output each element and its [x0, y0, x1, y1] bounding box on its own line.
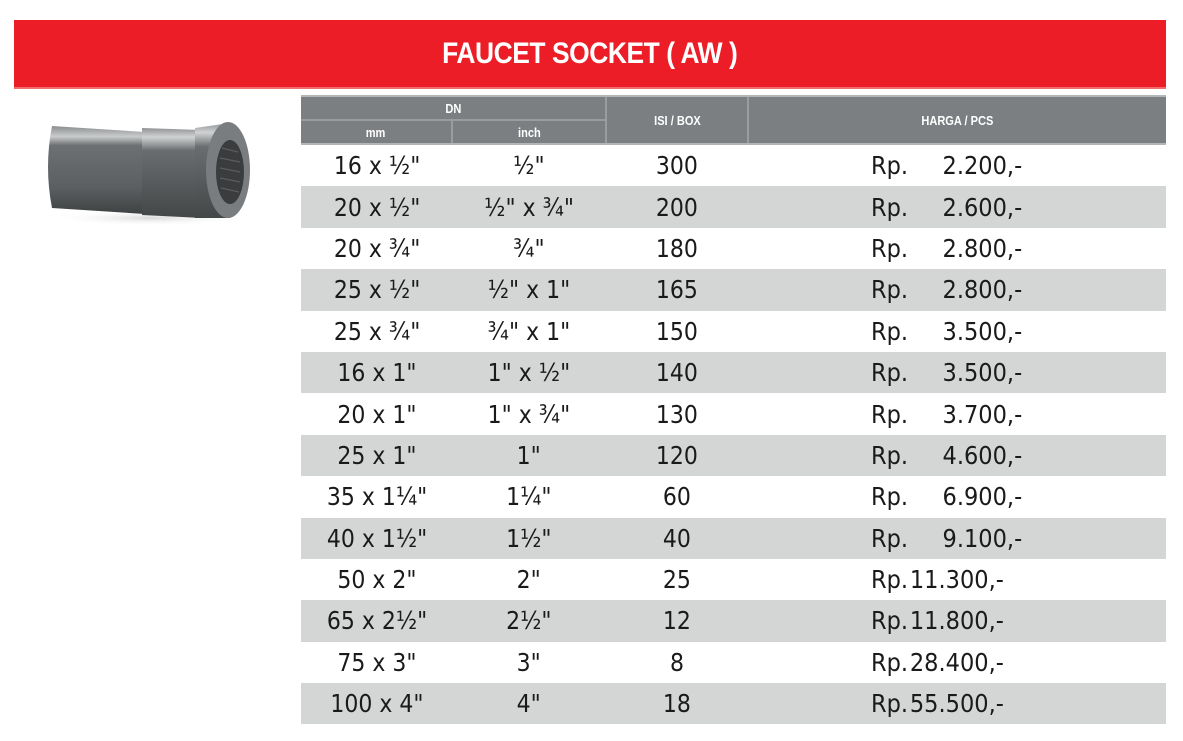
table-row: [301, 518, 1166, 559]
cell-isi: 180: [656, 233, 698, 263]
cell-price: Rp. 11.800,-: [871, 606, 1004, 636]
cell-price: Rp. 3.500,-: [871, 316, 1023, 346]
cell-price: Rp. 3.700,-: [871, 399, 1023, 429]
table-row: [301, 683, 1166, 724]
title-banner: [14, 20, 1166, 89]
cell-isi: 18: [663, 689, 691, 719]
table-row: [301, 228, 1166, 269]
cell-price: Rp. 3.500,-: [871, 358, 1023, 388]
cell-isi: 130: [656, 399, 698, 429]
cell-price: Rp. 2.800,-: [871, 275, 1023, 305]
cell-price: Rp. 28.400,-: [871, 647, 1004, 677]
cell-inch: 1": [516, 440, 542, 470]
cell-mm: 35 x 1¼": [326, 482, 428, 512]
cell-mm: 20 x 1": [337, 399, 417, 429]
header-inch: inch: [517, 124, 541, 140]
cell-isi: 165: [656, 275, 698, 305]
cell-isi: 300: [656, 151, 698, 181]
table-row: [301, 559, 1166, 600]
header-dn: DN: [301, 97, 605, 121]
cell-mm: 25 x 1": [337, 440, 417, 470]
table-row: [301, 269, 1166, 310]
cell-price: Rp. 11.300,-: [871, 565, 1004, 595]
cell-mm: 20 x ¾": [333, 233, 421, 263]
page-title: FAUCET SOCKET ( AW ): [442, 36, 738, 70]
cell-mm: 20 x ½": [333, 192, 421, 222]
cell-price: Rp. 9.100,-: [871, 523, 1023, 553]
cell-inch: 1½": [506, 523, 552, 553]
product-image: [30, 118, 270, 228]
cell-inch: ¾" x 1": [487, 316, 571, 346]
cell-mm: 25 x ¾": [333, 316, 421, 346]
cell-inch: 1¼": [506, 482, 552, 512]
cell-inch: 4": [516, 689, 542, 719]
cell-inch: 3": [516, 647, 542, 677]
cell-isi: 12: [663, 606, 691, 636]
table-row: [301, 642, 1166, 683]
cell-isi: 150: [656, 316, 698, 346]
cell-inch: 1" x ½": [487, 358, 571, 388]
cell-price: Rp. 2.800,-: [871, 233, 1023, 263]
cell-inch: ½" x ¾": [484, 192, 574, 222]
cell-mm: 100 x 4": [330, 689, 424, 719]
cell-inch: ½": [513, 151, 545, 181]
table-row: [301, 311, 1166, 352]
cell-mm: 16 x ½": [333, 151, 421, 181]
cell-inch: 1" x ¾": [487, 399, 571, 429]
faucet-socket-icon: [30, 118, 270, 228]
cell-price: Rp. 6.900,-: [871, 482, 1023, 512]
cell-price: Rp. 55.500,-: [871, 689, 1004, 719]
cell-isi: 60: [663, 482, 691, 512]
header-mm: mm: [301, 121, 453, 143]
cell-isi: 120: [656, 440, 698, 470]
cell-price: Rp. 2.600,-: [871, 192, 1023, 222]
table-row: [301, 393, 1166, 434]
table-header: [301, 95, 1166, 145]
cell-inch: 2½": [506, 606, 552, 636]
cell-mm: 25 x ½": [333, 275, 421, 305]
cell-mm: 40 x 1½": [326, 523, 428, 553]
price-table: [301, 95, 1166, 724]
table-row: [301, 600, 1166, 641]
cell-mm: 65 x 2½": [326, 606, 428, 636]
cell-mm: 75 x 3": [337, 647, 417, 677]
cell-price: Rp. 2.200,-: [871, 151, 1023, 181]
cell-isi: 40: [663, 523, 691, 553]
cell-isi: 200: [656, 192, 698, 222]
cell-mm: 16 x 1": [337, 358, 417, 388]
table-row: [301, 186, 1166, 227]
table-row: [301, 145, 1166, 186]
table-body: [301, 145, 1166, 724]
cell-isi: 25: [663, 565, 691, 595]
table-row: [301, 352, 1166, 393]
cell-inch: ¾": [513, 233, 545, 263]
cell-mm: 50 x 2": [337, 565, 417, 595]
cell-isi: 140: [656, 358, 698, 388]
cell-price: Rp. 4.600,-: [871, 440, 1023, 470]
header-isi-box: ISI / BOX: [605, 97, 749, 143]
header-harga-pcs: HARGA / PCS: [921, 112, 994, 128]
cell-inch: ½" x 1": [487, 275, 571, 305]
cell-inch: 2": [516, 565, 542, 595]
table-row: [301, 476, 1166, 517]
cell-isi: 8: [670, 647, 684, 677]
table-row: [301, 435, 1166, 476]
